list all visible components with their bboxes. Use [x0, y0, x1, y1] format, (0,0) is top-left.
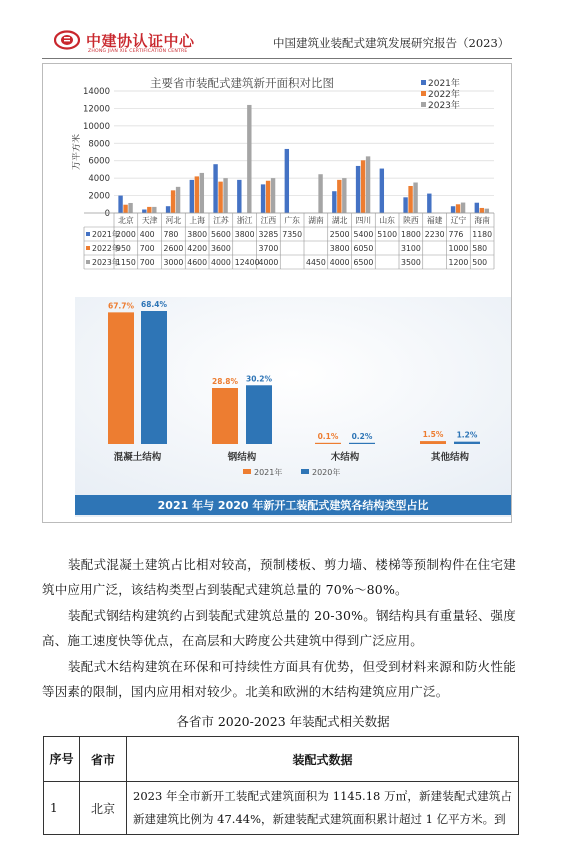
data-label: 700	[139, 258, 155, 267]
header-province: 省市	[80, 737, 127, 782]
chart-title: 主要省市装配式建筑新开面积对比图	[150, 76, 334, 90]
data-label: 68.4%	[140, 300, 168, 309]
data-label: 1000	[448, 244, 469, 253]
bar-2023年-海南	[485, 209, 489, 213]
table-series-label: 2022年	[92, 244, 120, 253]
bar-2023年-河北	[176, 187, 180, 213]
y-tick-label: 8000	[88, 139, 110, 150]
data-label: 1150	[116, 258, 136, 267]
bar-2021年-江苏	[213, 164, 217, 213]
bar-2021年-上海	[190, 180, 194, 213]
data-label: 4600	[187, 258, 208, 267]
data-label: 67.7%	[107, 301, 135, 311]
logo-mark-icon	[54, 30, 80, 50]
data-label: 700	[139, 244, 155, 253]
category-label: 上海	[189, 216, 205, 225]
data-label: 3000	[163, 258, 184, 267]
data-label: 7350	[282, 230, 303, 239]
category-label: 湖南	[308, 216, 324, 225]
bar-2022年-海南	[480, 208, 484, 213]
category-label: 海南	[474, 216, 490, 225]
data-label: 1800	[401, 230, 421, 239]
data-label: 580	[472, 244, 488, 253]
bar-2021年-四川	[356, 166, 360, 213]
data-label: 400	[139, 230, 155, 239]
legend-label: 2022年	[428, 90, 460, 100]
category-label: 山东	[379, 216, 395, 225]
bar-2021年-福建	[427, 194, 431, 213]
row-number: 1	[44, 782, 80, 835]
data-label: 0.2%	[351, 431, 373, 441]
table-legend-swatch	[86, 232, 90, 236]
legend-label: 2023年	[428, 101, 460, 111]
bar-2022年-天津	[147, 207, 151, 213]
category-label: 四川	[355, 216, 372, 225]
logo-subtext: ZHONG JIAN XIE CERTIFICATION CENTRE	[88, 49, 188, 54]
data-label: 30.2%	[245, 374, 273, 384]
table-caption: 各省市 2020-2023 年装配式相关数据	[176, 714, 390, 729]
category-label: 木结构	[330, 452, 360, 463]
bar-2020年-木结构	[349, 443, 375, 444]
header-divider	[42, 58, 512, 59]
bar-2023年-上海	[200, 173, 204, 213]
bar-2023年-北京	[128, 203, 132, 213]
logo-text: 中建协认证中心	[86, 32, 195, 50]
y-tick-label: 4000	[88, 174, 110, 185]
data-label: 3700	[258, 244, 279, 253]
province-area-chart	[72, 70, 510, 290]
data-label: 2600	[163, 244, 184, 253]
table-legend-swatch	[86, 246, 90, 250]
category-label: 钢结构	[227, 452, 257, 463]
bar-2023年-浙江	[247, 105, 251, 213]
bar-2022年-四川	[361, 160, 365, 213]
category-label: 辽宁	[450, 216, 467, 225]
data-label: 3285	[258, 230, 279, 239]
data-label: 1180	[472, 230, 493, 239]
header-data: 装配式数据	[127, 737, 519, 782]
bar-2021年-北京	[118, 196, 122, 213]
bar-2022年-江苏	[218, 182, 222, 213]
bar-2022年-江西	[266, 181, 270, 213]
data-label: 4000	[258, 258, 279, 267]
paragraph-wood: 装配式木结构建筑在环保和可持续性方面具有优势，但受到材料来源和防火性能等因素的限制，国内应用相对较少。北美和欧洲的木结构建筑应用广泛。	[42, 659, 516, 699]
data-label: 3800	[234, 230, 255, 239]
table-series-label: 2023年	[92, 258, 120, 267]
category-label: 浙江	[236, 216, 253, 225]
data-label: 0.1%	[317, 431, 339, 441]
bar-2023年-天津	[152, 207, 156, 213]
data-label: 4450	[306, 258, 326, 267]
bar-2021年-天津	[142, 210, 146, 213]
data-label: 28.8%	[211, 377, 239, 386]
bar-2022年-陕西	[408, 186, 412, 213]
bar-2021年-河北	[166, 206, 170, 213]
category-label: 其他结构	[430, 452, 470, 463]
legend-swatch	[421, 80, 426, 85]
data-label: 4000	[211, 258, 231, 267]
bar-2021年-陕西	[403, 197, 407, 213]
y-tick-label: 6000	[88, 156, 110, 167]
bar-2021年-其他结构	[420, 441, 446, 444]
category-label: 湖北	[331, 216, 348, 225]
data-label: 5600	[211, 230, 231, 239]
report-title: 中国建筑业装配式建筑发展研究报告（2023）	[273, 36, 510, 50]
bar-2021年-山东	[380, 169, 384, 213]
bar-2021年-广东	[285, 149, 289, 213]
data-label: 3100	[401, 244, 421, 253]
data-label: 3800	[187, 230, 208, 239]
header-number: 序号	[44, 737, 80, 782]
data-label: 776	[448, 230, 464, 239]
y-tick-label: 12000	[82, 104, 110, 115]
bar-2020年-钢结构	[246, 385, 272, 444]
bar-2021年-海南	[475, 203, 479, 213]
category-label: 混凝土结构	[113, 452, 162, 463]
data-label: 500	[472, 258, 488, 267]
data-label: 5400	[353, 230, 374, 239]
data-label: 1200	[448, 258, 469, 267]
bar-2022年-北京	[123, 205, 127, 213]
legend-label: 2021年	[254, 468, 283, 477]
bar-2021年-辽宁	[451, 206, 455, 213]
bar-2021年-浙江	[237, 180, 241, 213]
data-label: 4000	[329, 258, 350, 267]
data-label: 2000	[116, 230, 136, 239]
legend-swatch	[421, 102, 426, 107]
legend-swatch	[243, 469, 251, 474]
chart-title: 2021 年与 2020 年新开工装配式建筑各结构类型占比	[157, 499, 429, 512]
data-label: 4200	[187, 244, 208, 253]
y-axis-label: 万平方米	[72, 133, 82, 171]
table-header-row	[44, 737, 519, 782]
bar-2021年-木结构	[315, 443, 341, 444]
table-row	[44, 782, 519, 835]
province-data-table	[43, 736, 519, 835]
bar-2022年-上海	[195, 176, 199, 213]
bar-2022年-辽宁	[456, 204, 460, 213]
data-label: 950	[116, 244, 131, 253]
category-label: 广东	[284, 216, 300, 225]
category-label: 福建	[426, 216, 443, 225]
paragraph-steel: 装配式钢结构建筑约占到装配式建筑总量的 20-30%。钢结构具有重量轻、强度高、施工速度快等优点，在高层和大跨度公共建筑中得到广泛应用。	[42, 608, 516, 648]
bar-2021年-湖北	[332, 191, 336, 213]
paragraph-concrete: 装配式混凝土建筑占比相对较高，预制楼板、剪力墙、楼梯等预制构件在住宅建筑中应用广泛，该结构类型占到装配式建筑总量的 70%～80%。	[42, 557, 516, 597]
data-label: 3600	[211, 244, 231, 253]
data-label: 3500	[401, 258, 421, 267]
y-tick-label: 2000	[88, 191, 110, 202]
legend-label: 2021年	[428, 79, 460, 89]
bar-2023年-陕西	[413, 183, 417, 214]
bar-2023年-江西	[271, 178, 275, 213]
data-label: 1.2%	[456, 430, 478, 440]
bar-2022年-河北	[171, 190, 175, 213]
bar-2023年-湖北	[342, 178, 346, 213]
row-data: 2023 年全市新开工装配式建筑面积为 1145.18 万㎡，新建装配式建筑占新建建筑比例为 47.44%，新建装配式建筑面积累计超过 1 亿平方米。到	[127, 782, 519, 835]
y-tick-label: 0	[104, 209, 110, 219]
category-label: 河北	[165, 216, 182, 225]
bar-2023年-四川	[366, 156, 370, 213]
y-tick-label: 14000	[82, 87, 110, 97]
table-legend-swatch	[86, 260, 90, 264]
bar-2023年-辽宁	[461, 203, 465, 213]
category-label: 江苏	[213, 216, 229, 225]
legend-swatch	[421, 91, 426, 96]
data-label: 780	[163, 230, 179, 239]
bar-2023年-江苏	[223, 178, 227, 213]
bar-2023年-湖南	[318, 174, 322, 213]
bar-2021年-混凝土结构	[108, 312, 134, 444]
category-label: 陕西	[403, 216, 419, 225]
data-label: 6500	[353, 258, 374, 267]
bar-2020年-混凝土结构	[141, 311, 167, 444]
category-label: 天津	[141, 216, 158, 225]
legend-label: 2020年	[312, 468, 341, 477]
data-label: 3800	[329, 244, 350, 253]
row-province: 北京	[80, 782, 127, 835]
bar-2021年-江西	[261, 184, 265, 213]
table-series-label: 2021年	[92, 230, 120, 239]
data-label: 6050	[353, 244, 374, 253]
data-label: 12400	[234, 258, 260, 267]
data-label: 5100	[377, 230, 398, 239]
data-label: 1.5%	[422, 430, 444, 440]
structure-type-chart	[75, 297, 511, 517]
bar-2022年-湖北	[337, 180, 341, 213]
y-tick-label: 10000	[82, 121, 110, 132]
legend-swatch	[301, 469, 309, 474]
category-label: 江西	[260, 216, 277, 225]
bar-2021年-钢结构	[212, 388, 238, 444]
category-label: 北京	[118, 216, 134, 225]
data-label: 2500	[329, 230, 350, 239]
bar-2020年-其他结构	[454, 442, 480, 444]
data-label: 2230	[424, 230, 445, 239]
